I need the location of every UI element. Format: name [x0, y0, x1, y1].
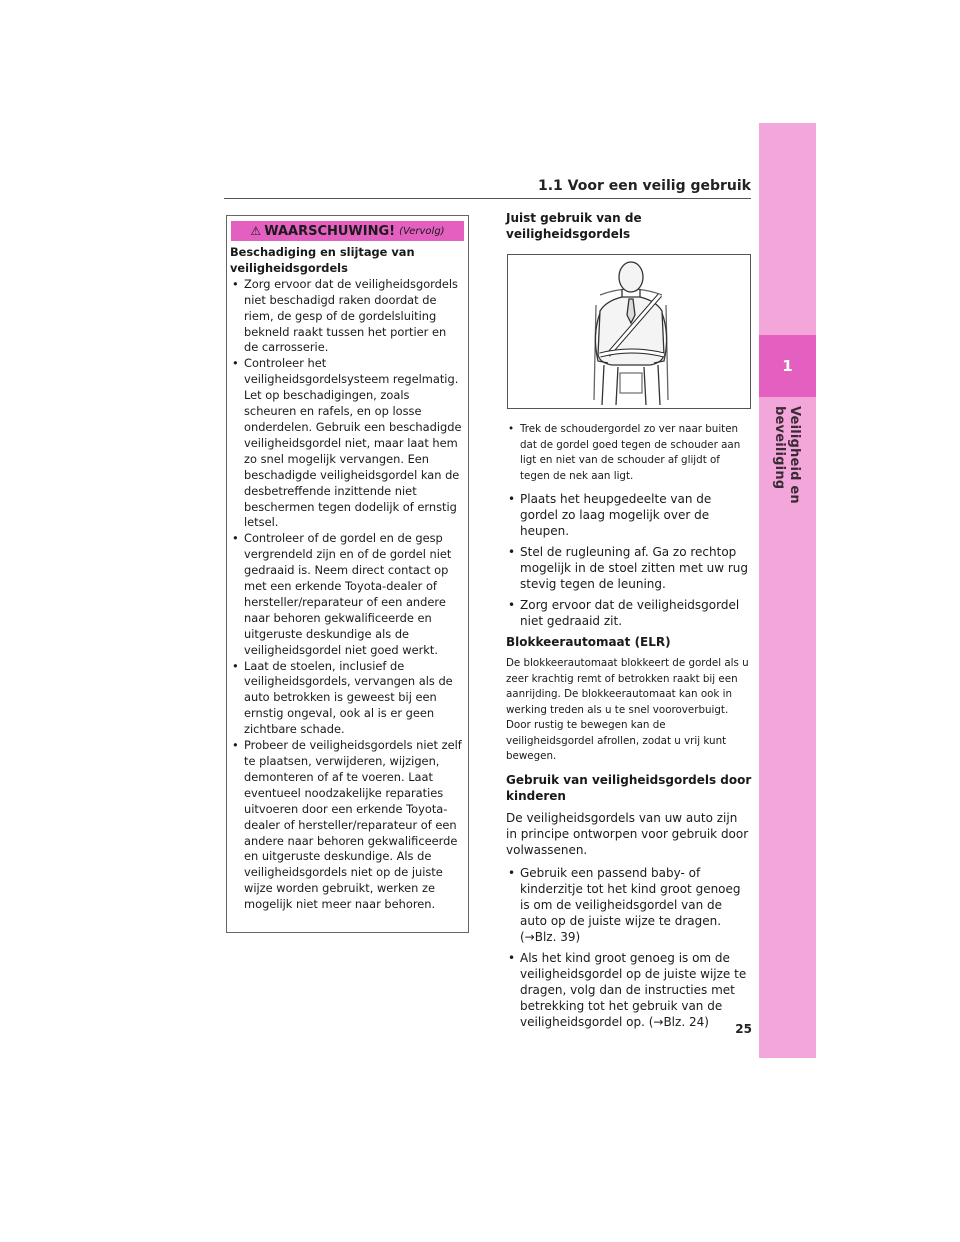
belt-instruction-item: • Trek de schoudergordel zo ver naar buiten dat de gordel goed tegen de schouder aan ligt en niet van de schouder af glijdt of tegen de nek aan ligt. [508, 423, 741, 482]
seated-person-illustration [508, 255, 750, 408]
warning-subheading: Beschadiging en slijtage van veiligheidsgordels [230, 245, 415, 275]
chapter-number: 1 [759, 335, 816, 397]
elr-text: De blokkeerautomaat blokkeert de gordel als u zeer krachtig remt of betrokken raakt bij een aanrijding. De blokkeerautomaat kan ook in werking treden als u te snel vooroverbuigt. Door rustig te bewegen kan de veiligheidsgordel afrollen, zodat u vrij kunt bewegen. [506, 657, 749, 762]
seatbelt-illustration [507, 254, 751, 409]
warning-title-bar [231, 221, 464, 241]
warning-item: • Probeer de veiligheidsgordels niet zelf te plaatsen, verwijderen, wijzigen, demonteren of af te voeren. Laat eventueel noodzakelijke reparaties uitvoeren door een erkende Toyota-dealer of hersteller/reparateur of een andere naar behoren gekwalificeerde en uitgeruste deskundige. Als de veiligheidsgordels niet op de juiste wijze worden gebruikt, werken ze mogelijk niet meer naar behoren. [232, 738, 462, 912]
warning-item: • Controleer het veiligheidsgordelsysteem regelmatig. Let op beschadigingen, zoals scheuren en rafels, en op losse onderdelen. Gebruik een beschadigde veiligheidsgordel niet, maar laat hem zo snel mogelijk vervangen. Een beschadigde veiligheidsgordel kan de desbetreffende inzittende niet beschermen tegen dodelijk of ernstig letsel. [232, 356, 462, 530]
header-rule [224, 198, 751, 199]
children-heading: Gebruik van veiligheidsgordels door kinderen [506, 772, 752, 803]
right-column [506, 210, 752, 1035]
warning-triangle-icon: ⚠ [250, 224, 262, 238]
warning-title: WAARSCHUWING! [264, 223, 396, 239]
belt-instruction-item: • Zorg ervoor dat de veiligheidsgordel niet gedraaid zit. [508, 598, 740, 628]
children-item: • Als het kind groot genoeg is om de veiligheidsgordel op de juiste wijze te dragen, volg dan de instructies met betrekking tot het gebruik van de veiligheidsgordel op. (→Blz. 24) [508, 950, 747, 1029]
chapter-side-tab [759, 123, 816, 1058]
belt-instruction-item: • Stel de rugleuning af. Ga zo rechtop mogelijk in de stoel zitten met uw rug stevig tegen de leuning. [508, 545, 749, 591]
warning-content [227, 241, 468, 913]
children-item: • Gebruik een passend baby- of kinderzitje tot het kind groot genoeg is om de veiligheidsgordel van de auto op de juiste wijze te dragen. (→Blz. 39) [508, 865, 741, 944]
children-text: De veiligheidsgordels van uw auto zijn in principe ontworpen voor gebruik door volwassenen. [506, 810, 749, 857]
warning-item: • Laat de stoelen, inclusief de veiligheidsgordels, vervangen als de auto betrokken is geweest bij een ernstig ongeval, ook al is er geen zichtbare schade. [232, 658, 453, 737]
page-number: 25 [735, 1022, 752, 1036]
page-header: 1.1 Voor een veilig gebruik [537, 178, 751, 194]
belt-instruction-item: • Plaats het heupgedeelte van de gordel zo laag mogelijk over de heupen. [508, 492, 712, 538]
warning-box [226, 215, 469, 933]
warning-continued: (Vervolg) [399, 225, 445, 237]
warning-item: • Controleer of de gordel en de gesp vergrendeld zijn en of de gordel niet gedraaid is. Neem direct contact op met een erkende Toyota-dealer of hersteller/reparateur of een andere naar behoren gekwalificeerde en uitgeruste deskundige als de veiligheidsgordel niet goed werkt. [232, 531, 452, 657]
chapter-label: Veiligheid en beveiliging [772, 406, 802, 504]
elr-heading: Blokkeerautomaat (ELR) [506, 635, 671, 649]
warning-item: • Zorg ervoor dat de veiligheidsgordels niet beschadigd raken doordat de riem, de gesp of de gordelsluiting bekneld raakt tussen het portier en de carrosserie. [232, 276, 458, 355]
section-heading: Juist gebruik van de veiligheidsgordels [506, 211, 642, 241]
